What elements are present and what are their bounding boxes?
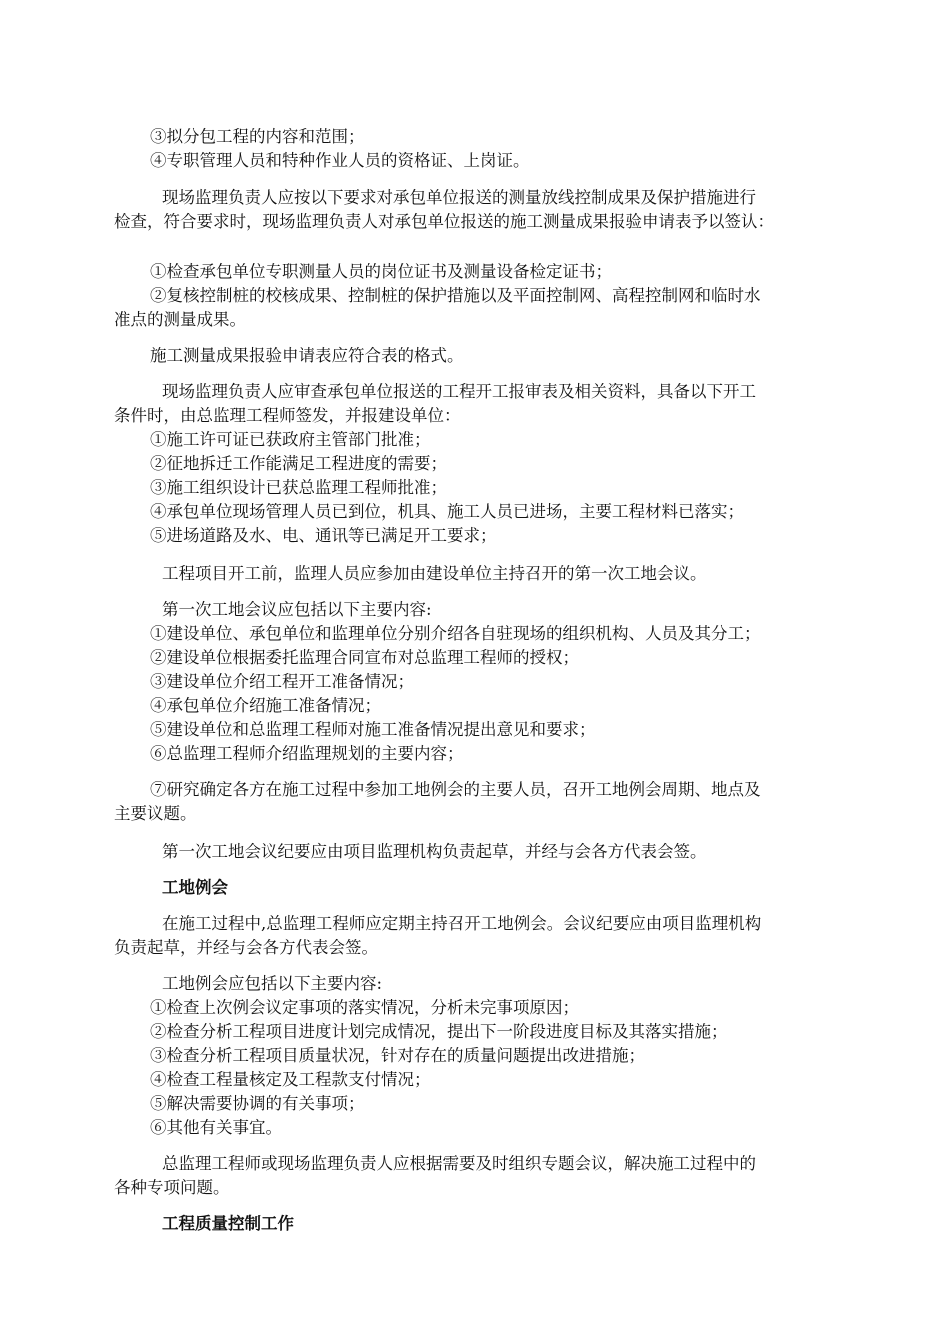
list-item: ②复核控制桩的校核成果、控制桩的保护措施以及平面控制网、高程控制网和临时水 (150, 286, 761, 305)
paragraph-line: 第一次工地会议纪要应由项目监理机构负责起草，并经与会各方代表会签。 (162, 842, 707, 861)
paragraph-line: 工程项目开工前，监理人员应参加由建设单位主持召开的第一次工地会议。 (162, 564, 707, 583)
paragraph-line: 工地例会应包括以下主要内容: (162, 974, 383, 993)
list-item: ⑤建设单位和总监理工程师对施工准备情况提出意见和要求； (150, 720, 596, 739)
list-item: ②征地拆迁工作能满足工程进度的需要； (150, 454, 447, 473)
list-item: ④承包单位介绍施工准备情况； (150, 696, 381, 715)
list-item: ③施工组织设计已获总监理工程师批准； (150, 478, 447, 497)
paragraph-line: 负责起草，并经与会各方代表会签。 (114, 938, 378, 957)
section-heading: 工地例会 (162, 878, 228, 897)
paragraph-line: 现场监理负责人应按以下要求对承包单位报送的测量放线控制成果及保护措施进行 (162, 188, 756, 207)
list-item: ④专职管理人员和特种作业人员的资格证、上岗证。 (150, 151, 530, 170)
section-heading: 工程质量控制工作 (162, 1214, 294, 1233)
list-item: ②建设单位根据委托监理合同宣布对总监理工程师的授权； (150, 648, 579, 667)
paragraph-line: 第一次工地会议应包括以下主要内容: (162, 600, 432, 619)
list-item: ④检查工程量核定及工程款支付情况； (150, 1070, 431, 1089)
list-item-continuation: 准点的测量成果。 (114, 310, 246, 329)
list-item: ③建设单位介绍工程开工准备情况； (150, 672, 414, 691)
list-item: ①检查上次例会议定事项的落实情况，分析未完事项原因； (150, 998, 579, 1017)
list-item: ③检查分析工程项目质量状况，针对存在的质量问题提出改进措施； (150, 1046, 645, 1065)
paragraph-line: 总监理工程师或现场监理负责人应根据需要及时组织专题会议，解决施工过程中的 (162, 1154, 756, 1173)
list-item: ①建设单位、承包单位和监理单位分别介绍各自驻现场的组织机构、人员及其分工； (150, 624, 761, 643)
list-item: ⑤解决需要协调的有关事项； (150, 1094, 365, 1113)
list-item: ①施工许可证已获政府主管部门批准； (150, 430, 431, 449)
paragraph-line: 在施工过程中,总监理工程师应定期主持召开工地例会。会议纪要应由项目监理机构 (162, 914, 762, 933)
list-item: ⑦研究确定各方在施工过程中参加工地例会的主要人员，召开工地例会周期、地点及 (150, 780, 761, 799)
list-item: ④承包单位现场管理人员已到位，机具、施工人员已进场，主要工程材料已落实； (150, 502, 744, 521)
list-item-continuation: 主要议题。 (114, 804, 197, 823)
paragraph-line: 现场监理负责人应审查承包单位报送的工程开工报审表及相关资料，具备以下开工 (162, 382, 756, 401)
paragraph-line: 各种专项问题。 (114, 1178, 230, 1197)
paragraph-line: 条件时，由总监理工程师签发，并报建设单位： (114, 406, 461, 425)
list-item: ②检查分析工程项目进度计划完成情况，提出下一阶段进度目标及其落实措施； (150, 1022, 728, 1041)
list-item: ①检查承包单位专职测量人员的岗位证书及测量设备检定证书； (150, 262, 612, 281)
list-item: ③拟分包工程的内容和范围； (150, 127, 365, 146)
list-item: ⑥总监理工程师介绍监理规划的主要内容； (150, 744, 464, 763)
list-item: ⑥其他有关事宜。 (150, 1118, 282, 1137)
paragraph-line: 施工测量成果报验申请表应符合表的格式。 (150, 346, 464, 365)
paragraph-line: 检查，符合要求时，现场监理负责人对承包单位报送的施工测量成果报验申请表予以签认： (114, 212, 774, 231)
list-item: ⑤进场道路及水、电、通讯等已满足开工要求； (150, 526, 497, 545)
